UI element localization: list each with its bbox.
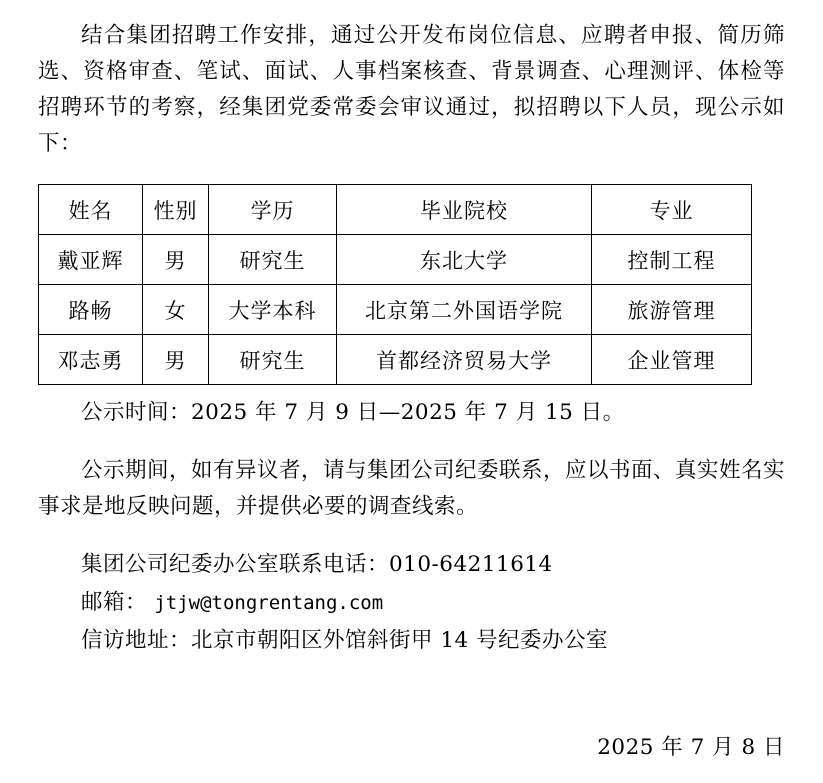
- column-header-name: 姓名: [39, 185, 143, 235]
- cell-major: 旅游管理: [592, 285, 752, 335]
- notice-period-line: 公示时间：2025 年 7 月 9 日—2025 年 7 月 15 日。: [81, 400, 625, 425]
- cell-school: 东北大学: [337, 235, 592, 285]
- cell-sex: 女: [143, 285, 209, 335]
- cell-sex: 男: [143, 235, 209, 285]
- column-header-major: 专业: [592, 185, 752, 235]
- cell-sex: 男: [143, 335, 209, 385]
- email-label: 邮箱：: [81, 590, 148, 615]
- table-row: [39, 335, 752, 385]
- contact-address-line: 信访地址：北京市朝阳区外馆斜街甲 14 号纪委办公室: [81, 628, 609, 653]
- cell-major: 控制工程: [592, 235, 752, 285]
- cell-education: 研究生: [209, 335, 337, 385]
- cell-education: 研究生: [209, 235, 337, 285]
- table-header-row: [39, 185, 752, 235]
- cell-school: 北京第二外国语学院: [337, 285, 592, 335]
- cell-major: 企业管理: [592, 335, 752, 385]
- candidates-table: [38, 184, 752, 385]
- cell-school: 首都经济贸易大学: [337, 335, 592, 385]
- column-header-school: 毕业院校: [337, 185, 592, 235]
- table-row: [39, 285, 752, 335]
- notice-body-paragraph: 公示期间，如有异议者，请与集团公司纪委联系，应以书面、真实姓名实事求是地反映问题，并提供必要的调查线索。: [38, 457, 786, 519]
- contact-phone-line: 集团公司纪委办公室联系电话：010-64211614: [81, 552, 553, 577]
- sign-date: 2025 年 7 月 8 日: [597, 735, 785, 760]
- intro-paragraph: 结合集团招聘工作安排，通过公开发布岗位信息、应聘者申报、简历筛选、资格审查、笔试、面试、人事档案核查、背景调查、心理测评、体检等招聘环节的考察，经集团党委常委会审议通过，拟招聘以下人员，现公示如下：: [38, 23, 785, 156]
- contact-block: [38, 546, 785, 660]
- column-header-sex: 性别: [143, 185, 209, 235]
- cell-education: 大学本科: [209, 285, 337, 335]
- table-row: [39, 235, 752, 285]
- notice-section: [38, 395, 785, 660]
- cell-name: 戴亚辉: [39, 235, 143, 285]
- contact-email-line: [38, 584, 785, 622]
- column-header-education: 学历: [209, 185, 337, 235]
- cell-name: 路畅: [39, 285, 143, 335]
- cell-name: 邓志勇: [39, 335, 143, 385]
- email-value: jtjw@tongrentang.com: [154, 592, 384, 614]
